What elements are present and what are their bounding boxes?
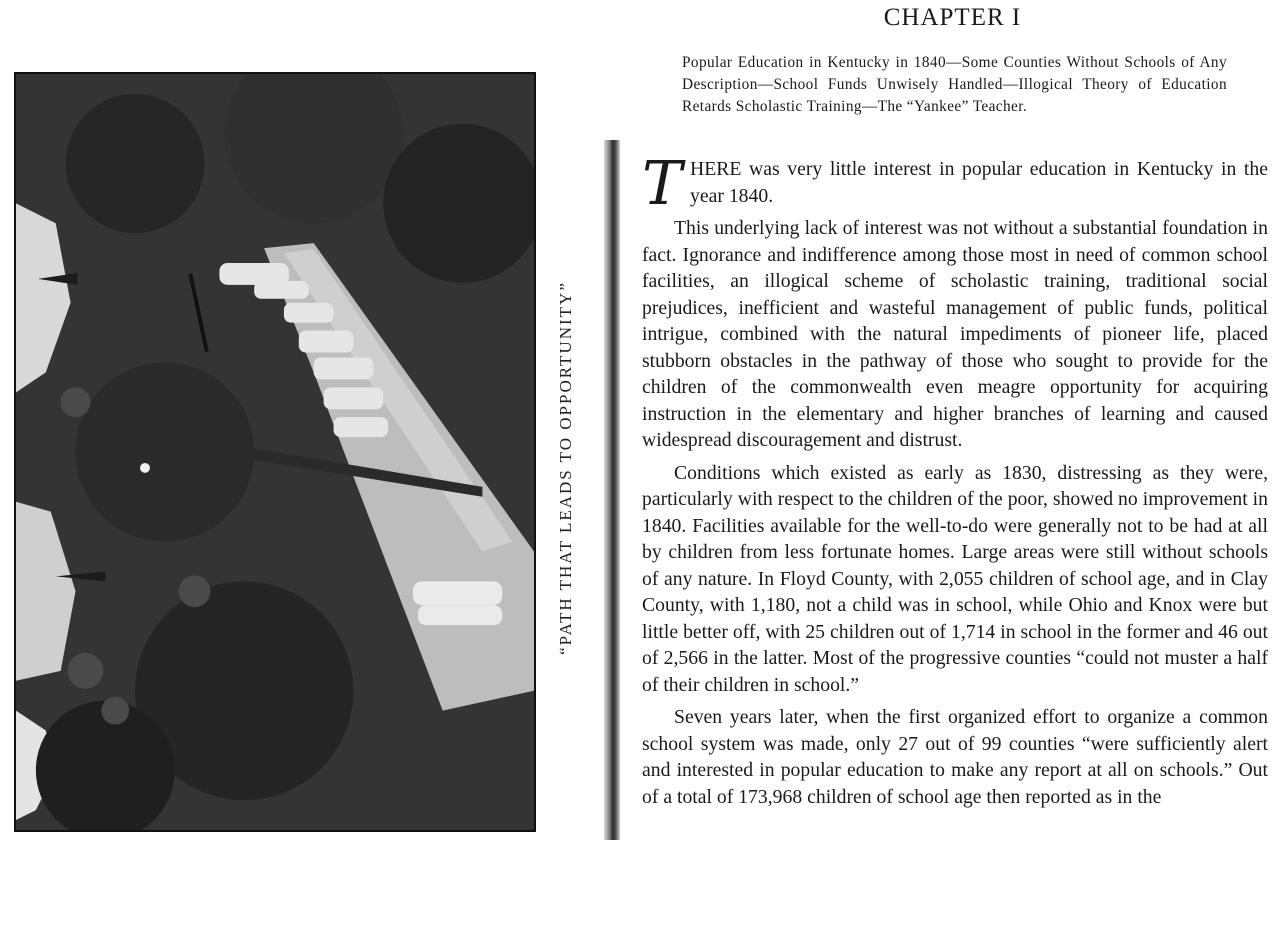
chapter-summary: Popular Education in Kentucky in 1840—Some Counties Without Schools of Any Description—School Funds Unwisely Handled—Illogical Theory of Education Retards Scholastic Training—The “Yankee” Teacher. [682,54,1227,115]
chapter-title: CHAPTER I [883,4,1022,31]
path-photograph [14,72,536,832]
paragraph-text: HERE was very little interest in popular education in Kentucky in the year 1840. [690,158,1268,207]
paragraph: This underlying lack of interest was not without a substantial foundation in fact. Ignorance and indifference among those most in need of common school facilities, an illogical scheme of scholastic training, traditional social prejudices, inefficient and wasteful management of public funds, political intrigue, combined with the natural impediments of pioneer life, placed stubborn obstacles in the pathway of those who sought to provide for the children of the commonwealth even meagre opportunity for acquiring instruction in the elementary and higher branches of learning and caused widespread discouragement and distrust. [642,217,1268,451]
paragraph: Conditions which existed as early as 1830, distressing as they were, particularly with respect to the children of the poor, showed no improvement in 1840. Facilities available for the well-to-do were generally not to be had at all by children from less fortunate homes. Large areas were still without schools of any nature. In Floyd County, with 2,055 children of school age, and in Clay County, with 1,180, not a child was in school, while Ohio and Knox were but little better off, with 25 children out of 1,714 in school in the former and 46 out of 2,566 in the latter. Most of the progressive counties “could not muster a half of their children in school.” [642,461,1268,696]
photograph-illustration [16,74,534,830]
photo-caption: “PATH THAT LEADS TO OPPORTUNITY” [556,281,575,655]
paragraph [642,149,1268,219]
book-gutter [604,140,620,840]
drop-cap-letter: T [642,149,683,219]
paragraph: Seven years later, when the first organized effort to organize a common school system was made, only 27 out of 99 counties “were sufficiently alert and interested in popular education to make any report at all on schools.” Out of a total of 173,968 children of school age then reported as in the [642,706,1268,808]
chapter-body [642,149,1268,810]
